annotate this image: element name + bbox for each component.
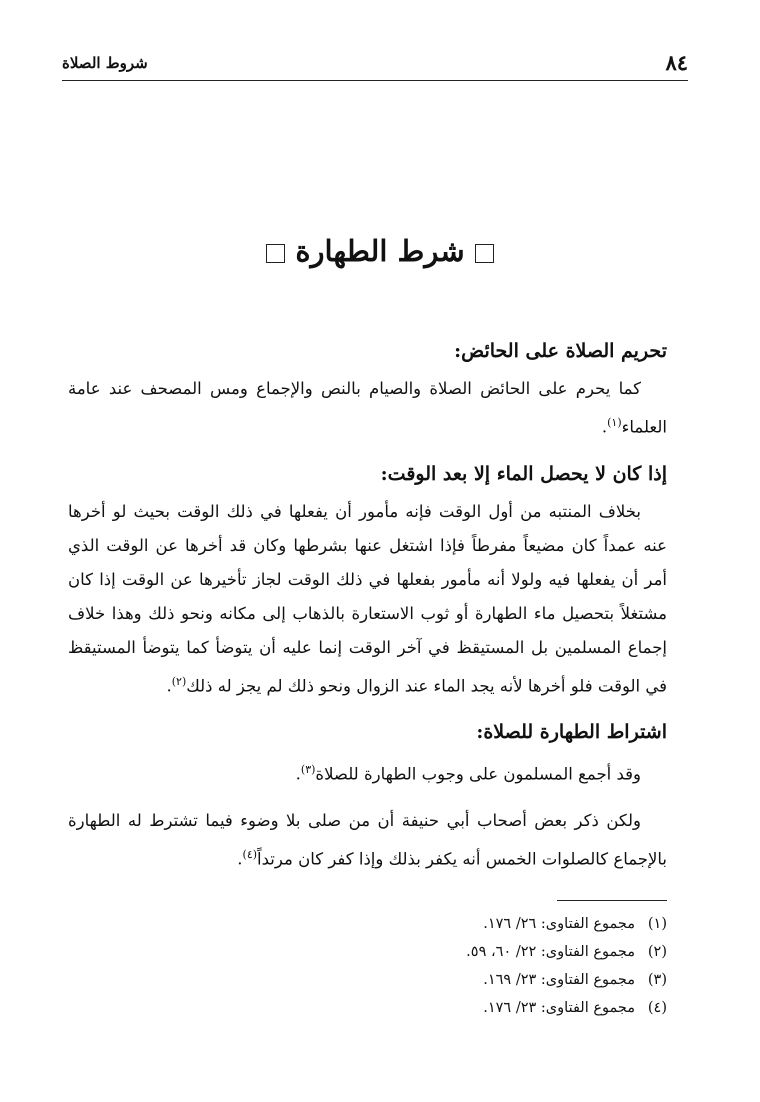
footnote-text: مجموع الفتاوى: ٢٢/ ٦٠، ٥٩.: [466, 944, 635, 960]
footnote-text: مجموع الفتاوى: ٢٣/ ١٧٦.: [483, 1000, 635, 1016]
footnote: [68, 910, 667, 938]
paragraph-text: كما يحرم على الحائض الصلاة والصيام بالنص والإجماع ومس المصحف عند عامة العلماء: [68, 379, 667, 437]
page-number: ٨٤: [665, 50, 688, 75]
square-ornament-icon: [266, 244, 285, 263]
footnote-separator: [557, 900, 667, 901]
footnote: [68, 994, 667, 1022]
running-title: شروط الصلاة: [62, 54, 148, 72]
footnote-text: مجموع الفتاوى: ٢٦/ ١٧٦.: [483, 916, 635, 932]
chapter-title: [0, 234, 760, 268]
section-heading: اشتراط الطهارة للصلاة:: [476, 721, 667, 743]
footnote-number: (١): [647, 916, 667, 932]
period: .: [601, 417, 608, 437]
main-text: [68, 334, 667, 888]
paragraph: [68, 495, 667, 704]
paragraph-text: ولكن ذكر بعض أصحاب أبي حنيفة أن من صلى بلا وضوء فيما تشترط له الطهارة بالإجماع كالصلوات الخمس أنه يكفر بذلك وإذا كفر كان مرتداً: [68, 810, 667, 868]
paragraph: [68, 804, 667, 877]
page-header: [62, 50, 688, 81]
footnote-ref: (٤): [242, 847, 258, 861]
footnote-number: (٣): [647, 972, 667, 988]
period: .: [237, 849, 243, 868]
paragraph-text: وقد أجمع المسلمون على وجوب الطهارة للصلاة: [315, 764, 641, 784]
footnote-number: (٤): [647, 1000, 667, 1016]
footnotes: [68, 910, 667, 1022]
footnote-ref: (٣): [300, 763, 316, 776]
footnote-ref: (١): [607, 416, 622, 429]
paragraph: [68, 753, 667, 792]
footnote-text: مجموع الفتاوى: ٢٣/ ١٦٩.: [483, 972, 635, 988]
period: .: [166, 676, 172, 695]
footnote-ref: (٢): [171, 674, 187, 688]
period: .: [295, 764, 301, 784]
square-ornament-icon: [475, 244, 494, 263]
footnote: [68, 938, 667, 966]
section-heading: إذا كان لا يحصل الماء إلا بعد الوقت:: [380, 462, 667, 485]
chapter-title-text: شرط الطهارة: [295, 234, 465, 268]
section-heading: تحريم الصلاة على الحائض:: [454, 340, 667, 362]
paragraph: [68, 372, 667, 445]
footnote: [68, 966, 667, 994]
paragraph-text: بخلاف المنتبه من أول الوقت فإنه مأمور أن يفعلها في ذلك الوقت بحيث لو أخرها عنه عمداً كان مضيعاً مفرطاً فإذا اشتغل عنها بشرطها وكان قد أخرها عن الوقت الذي أمر أن يفعلها فيه ولولا أنه مأمور بفعلها في ذلك الوقت لجاز تأخيرها عن الوقت إذا كان مشتغلاً بتحصيل ماء الطهارة أو ثوب الاستعارة بالذهاب إلى مكانه ونحو ذلك وهذا خلاف إجماع المسلمين بل المستيقظ في آخر الوقت إنما عليه أن يتوضأ كما يتوضأ المستيقظ في الوقت فلو أخرها لأنه يجد الماء عند الزوال ونحو ذلك لم يجز له ذلك: [68, 501, 667, 695]
footnote-number: (٢): [647, 944, 667, 960]
